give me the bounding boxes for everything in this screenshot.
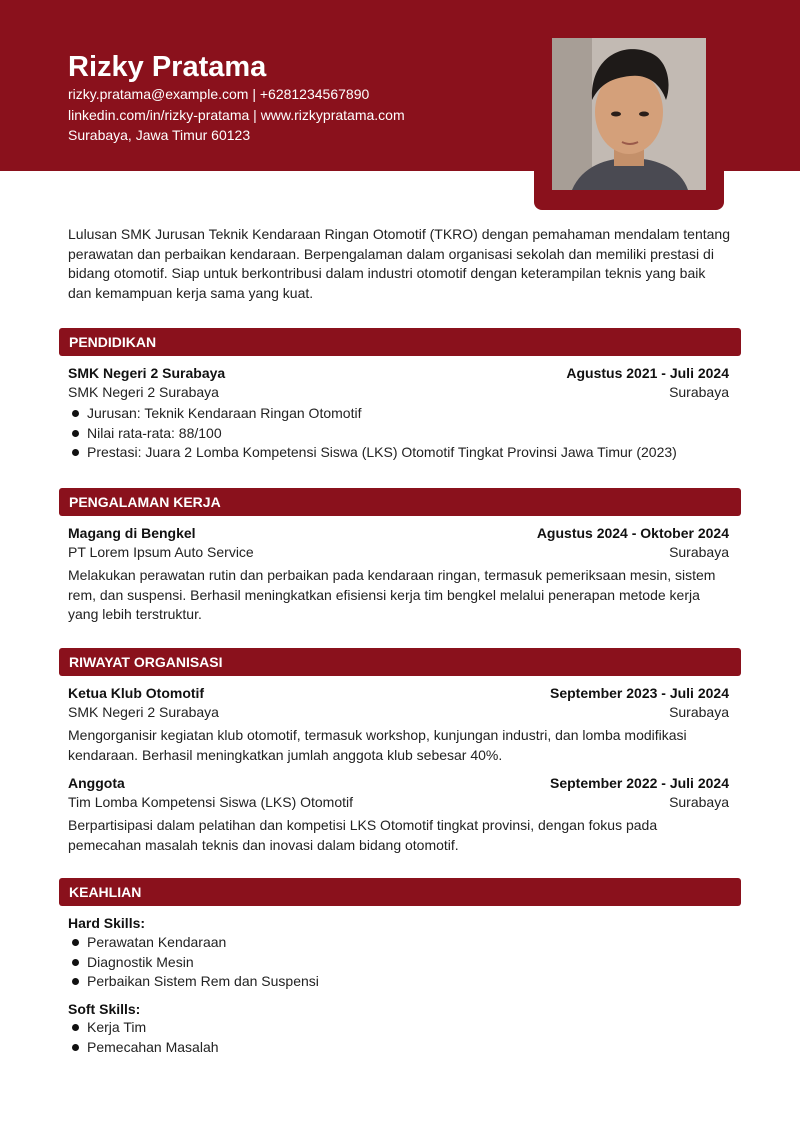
- section-heading-organizations: RIWAYAT ORGANISASI: [59, 648, 741, 676]
- list-item: Nilai rata-rata: 88/100: [68, 424, 677, 444]
- organization-period: September 2023 - Juli 2024: [550, 685, 729, 701]
- profile-photo-frame: [534, 24, 724, 210]
- organization-period: September 2022 - Juli 2024: [550, 775, 729, 791]
- list-item: Prestasi: Juara 2 Lomba Kompetensi Siswa (LKS) Otomotif Tingkat Provinsi Jawa Timur (2023): [68, 443, 677, 463]
- candidate-name: Rizky Pratama: [68, 51, 267, 83]
- organization-location: Surabaya: [669, 794, 729, 810]
- soft-skills-list: [68, 1018, 219, 1057]
- organization-role: Anggota: [68, 775, 125, 791]
- organization-description-text: Berpartisipasi dalam pelatihan dan kompetisi LKS Otomotif tingkat provinsi, dengan fokus pada pemecahan masalah teknis dan inovasi dalam bidang otomotif.: [68, 817, 658, 853]
- contact-address: Surabaya, Jawa Timur 60123: [68, 127, 251, 143]
- education-institution: SMK Negeri 2 Surabaya: [68, 384, 219, 400]
- list-item: Diagnostik Mesin: [68, 953, 319, 973]
- organization-description: [68, 816, 732, 855]
- soft-skills-label: Soft Skills:: [68, 1001, 141, 1017]
- experience-location: Surabaya: [669, 544, 729, 560]
- experience-description-text: Melakukan perawatan rutin dan perbaikan pada kendaraan ringan, termasuk pemeriksaan mesin, sistem rem, dan suspensi. Berhasil meningkatkan efisiensi kerja tim bengkel melalui penerapan metode kerja yang lebih terstruktur.: [68, 567, 716, 622]
- organization-role: Ketua Klub Otomotif: [68, 685, 205, 701]
- organization-location: Surabaya: [669, 704, 729, 720]
- hard-skills-label: Hard Skills:: [68, 915, 146, 931]
- section-heading-experience: PENGALAMAN KERJA: [59, 488, 741, 516]
- organization-description-text: Mengorganisir kegiatan klub otomotif, termasuk workshop, kunjungan industri, dan lomba modifikasi kendaraan. Berhasil meningkatkan jumlah anggota klub sebesar 40%.: [68, 727, 687, 763]
- list-item: Pemecahan Masalah: [68, 1038, 219, 1058]
- education-period: Agustus 2021 - Juli 2024: [566, 365, 729, 381]
- experience-company: PT Lorem Ipsum Auto Service: [68, 544, 254, 560]
- contact-links: linkedin.com/in/rizky-pratama | www.rizkypratama.com: [68, 106, 405, 123]
- organization-name: Tim Lomba Kompetensi Siswa (LKS) Otomotif: [68, 794, 354, 810]
- list-item: Jurusan: Teknik Kendaraan Ringan Otomotif: [68, 404, 677, 424]
- organization-name: SMK Negeri 2 Surabaya: [68, 704, 219, 720]
- contact-info: [68, 84, 405, 146]
- profile-summary: [68, 225, 732, 303]
- list-item: Perawatan Kendaraan: [68, 933, 319, 953]
- summary-text: Lulusan SMK Jurusan Teknik Kendaraan Ringan Otomotif (TKRO) dengan pemahaman mendalam tentang perawatan dan perbaikan kendaraan. Berpengalaman dalam organisasi sekolah dan memiliki prestasi di bidang otomotif. Siap untuk berkontribusi dalam industri otomotif dengan keterampilan teknis yang baik dan kemampuan kerja sama yang kuat.: [68, 226, 731, 301]
- experience-period: Agustus 2024 - Oktober 2024: [536, 525, 729, 541]
- experience-description: [68, 566, 732, 625]
- list-item: Kerja Tim: [68, 1018, 219, 1038]
- education-location: Surabaya: [669, 384, 729, 400]
- list-item: Perbaikan Sistem Rem dan Suspensi: [68, 972, 319, 992]
- education-details-list: [68, 404, 677, 463]
- section-heading-education: PENDIDIKAN: [59, 328, 741, 356]
- experience-role: Magang di Bengkel: [68, 525, 196, 541]
- contact-email-phone: rizky.pratama@example.com | +6281234567890: [68, 86, 370, 102]
- section-heading-skills: KEAHLIAN: [59, 878, 741, 906]
- profile-photo: [552, 38, 706, 190]
- hard-skills-list: [68, 933, 319, 992]
- education-school: SMK Negeri 2 Surabaya: [68, 365, 226, 381]
- organization-description: [68, 726, 732, 765]
